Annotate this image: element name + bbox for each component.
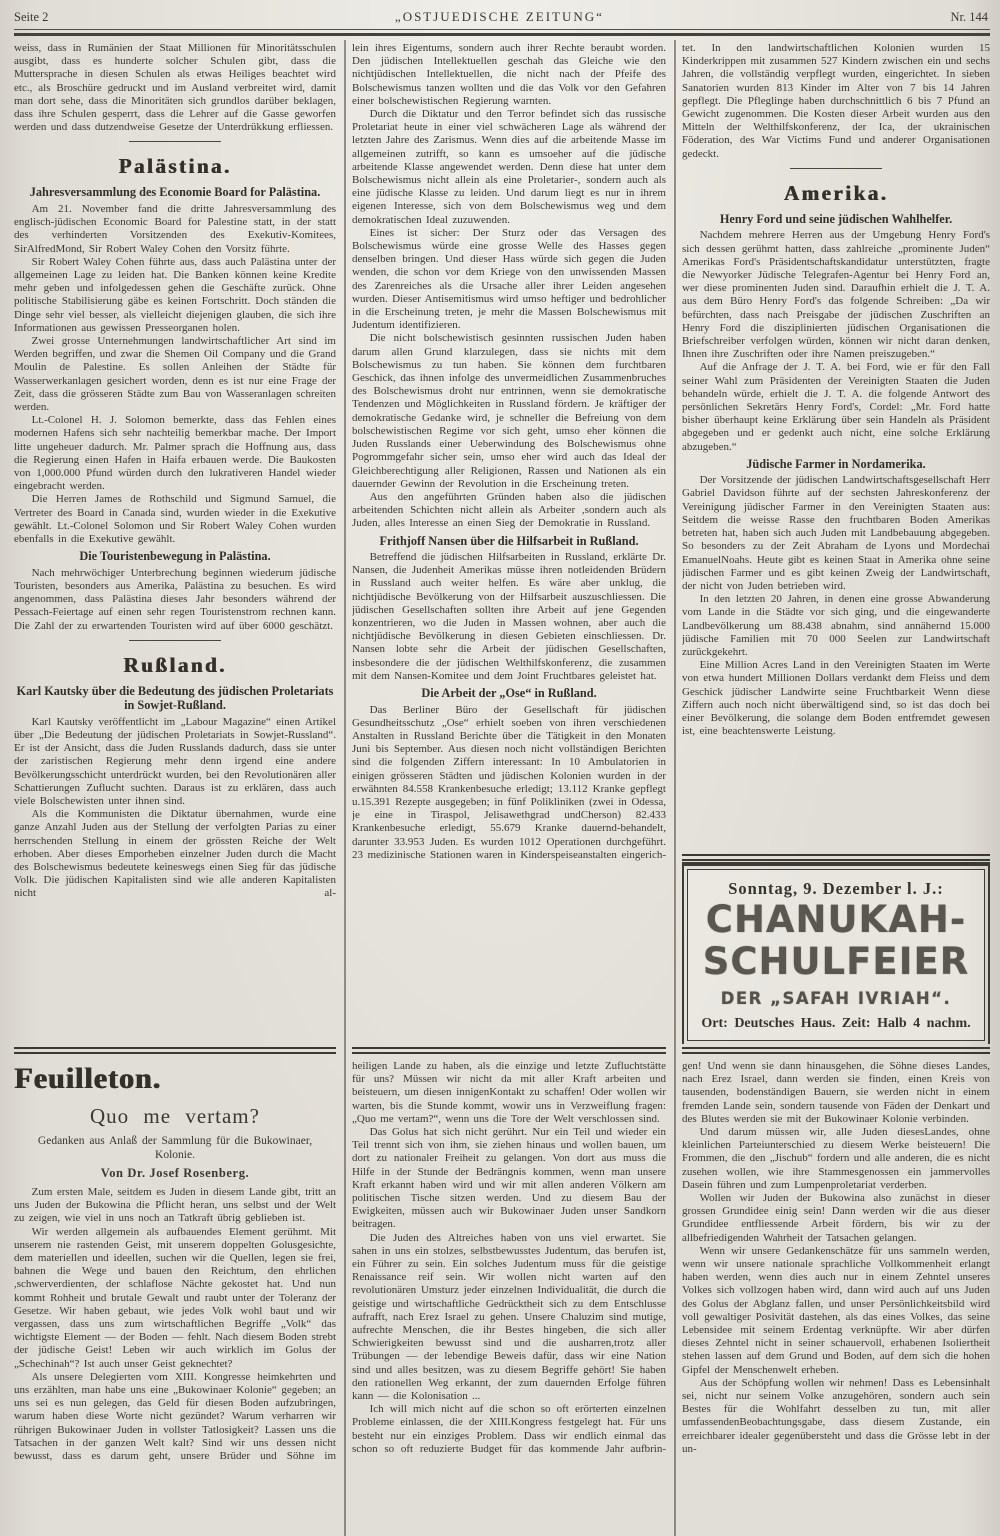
article-paragraph: Durch die Diktatur und den Terror befindet sich das russische Proletariat heute in einer viel schwächeren Lage als während der letzten Jahre des Zarismus. Wenn dies auf die arbeitende Masse im allgemeinen zutrifft, so kann es umsoeher auf die jüdische arbeitende Klasse angewendet werden. Denn diese hat unter dem Bolschewismus nicht allein als eine Proletarier-, sondern auch als eine jüdische Klasse zu leiden. Und darum liegt es nur in ihrem eigenen Interesse, sich von dem Bolschewismus weg und dem demokratischen Ideal zuzuwenden. xyxy=(352,108,666,226)
column-divider-left xyxy=(344,40,346,1536)
feuilleton-right xyxy=(682,1056,990,1536)
article-paragraph: Der Vorsitzende der jüdischen Landwirtschaftsgesellschaft Herr Gabriel Davidson führte auf der sechsten Jahreskonferenz der Vereinigung jüdischer Farmer in den Vereinigten Staaten aus: Seitdem die weisse Rasse den fruchtbaren Boden Amerikas betreten hat, haben sich auch Juden mit Landbebauung abgegeben. So besonders zu der Zeit Abraham de Lyons und Mordechai EmanuelNoahs. Heute gibt es keinen Staat in Amerika ohne seine jüdischen Farmer und es gibt keinen Zweig der Landwirtschaft, der nicht von Juden betrieben wird. xyxy=(682,474,990,592)
article-paragraph: weiss, dass in Rumänien der Staat Millionen für Minoritätsschulen ausgibt, dass es hunderte solcher Schulen gibt, dass die Muttersprache in diesen Schulen als etwas Heiliges beachtet wird etc., als Broschüre gedruckt und im Ausland verbreitet wird, damit man dort sehe, dass die Minoritäten sich grundlos darüber beklagen, dass ihre Schulen gesperrt, dass die Lehrer auf die Gasse geworfen werden und dass dutzendweise Gesetze der Unterdrükkung erfliessen. xyxy=(14,42,336,134)
column-right xyxy=(682,42,990,1536)
article-subheading: Frithjoff Nansen über die Hilfsarbeit in Rußland. xyxy=(379,533,639,548)
article-paragraph: Eines ist sicher: Der Sturz oder das Versagen des Bolschewismus würde eine grosse Welle des Hasses gegen denselben bringen. Und dieser Hass würde sich gegen die Juden wenden, die schon vor dem Kriege von den unwissenden Massen des Zarenreiches als die Ursache aller ihrer Leiden angesehen wurden. Dieser Antisemitismus wird umso heftiger und bedrohlicher in die Erscheinung treten, je mehr die Massen Bolschewismus mit Judentum identifizieren. xyxy=(352,226,666,332)
article-paragraph: Sir Robert Waley Cohen führte aus, dass auch Palästina unter der allgemeinen Lage zu leiden hat. Die Banken können keine Kredite mehr geben und infolgedessen gehen die Geschäfte zurück. Ohne politische Stabilisierung gäbe es keinen Fortschritt. Doch ständen die Dinge sehr viel besser, als vielleicht diejenigen glauben, die sich ihre Informationen aus gewissen Presseorganen holen. xyxy=(14,255,336,334)
column-left-top xyxy=(14,42,336,1044)
ad-subtitle: DER „SAFAH IVRIAH“. xyxy=(720,989,952,1008)
section-heading-amerika: Amerika. xyxy=(783,180,889,205)
ad-date-line: Sonntag, 9. Dezember l. J.: xyxy=(728,879,944,898)
article-paragraph: Nachdem mehrere Herren aus der Umgebung Henry Ford's sich dessen gerühmt hatten, dass zahlreiche „prominente Juden“ Amerikas Ford's Präsidentschaftskandidatur unterstützten, fragte die Newyorker Jüdische Telegrafen-Agentur bei Henry Ford an, wer diese prominenten Juden sind. Daraufhin erhielt die J. T. A. aus dem Büro Henry Ford's das folgende Schreiben: „Da wir befürchten, dass nach Preisgabe der jüdischen Zuschriften an Henry Ford die disziplinierten jüdischen Organisationen die Briefschreiber verfolgen würden, können wir nicht daran denken, Ihnen ihre Zuschriften oder ihre Namen preiszugeben.“ xyxy=(682,229,990,361)
article-paragraph: Die nicht bolschewistisch gesinnten russischen Juden haben darum allen Grund klarzulegen, dass sie nichts mit dem Bolschewismus zu tun haben. Sie können dem furchtbaren Geschick, das ihnen infolge des unvermeidlichen Zusammenbruches des Bolschewismus droht nur entrinnen, wenn sie demokratische Tendenzen und Möglichkeiten in Russland fördern. Je kräftiger der demokratische Gedanke wird, je schneller die Befreiung von dem bolschewistischen Regime vor sich geht, umso eher können die Juden Russlands einer Ueberwindung des Bolschewismus ohne Pogrommgefahr sicher sein, umso eher wird auch das Ideal der Gleichberechtigung aller Religionen, Rassen und Nationen als ein dauernder Gewinn der Revolution in die Erscheinung treten. xyxy=(352,332,666,490)
article-subheading: Henry Ford und seine jüdischen Wahlhelfer. xyxy=(719,211,953,226)
article-paragraph: Lt.-Colonel H. J. Solomon bemerkte, dass das Fehlen eines modernen Hafens sich sehr nachteilig bemerkbar mache. Der Import litte ungeheuer dadurch. Mr. Palmer sprach die Hoffnung aus, dass die Regierung einen Hafen in Haifa erbauen werde. Die Baukosten von 1,000.000 Pfund würden durch den lukrativeren Handel wieder eingebracht werden. xyxy=(14,414,336,493)
column-left xyxy=(14,42,336,1536)
article-paragraph: Als die Kommunisten die Diktatur übernahmen, wurde eine ganze Anzahl Juden aus der Stellung der verfolgten Parias zu einer herrschenden Stellung in einem der grössten Reiche der Welt erhoben. Aber dieses Emporheben einzelner Juden durch die Macht des Bolschewismus bedeutete keineswegs einen Sieg für das jüdische Volk. Die jüdischen Kapitalisten sind wie alle anderen Kapitalisten nicht al- xyxy=(14,808,336,900)
section-divider xyxy=(129,640,221,641)
article-paragraph: In den letzten 20 Jahren, in denen eine grosse Abwanderung vom Lande in die Städte vor sich ging, und die eingewanderte Landbevölkerung um 88.438 abnahm, sind annähernd 15.000 jüdische Familien mit 70 000 Seelen zur Landwirtschaft zurückgekehrt. xyxy=(682,593,990,658)
article-subheading: Die Arbeit der „Ose“ in Rußland. xyxy=(421,686,597,701)
ad-title-line1: CHANUKAH- xyxy=(705,898,967,941)
chanukah-advertisement xyxy=(687,869,985,1041)
section-divider xyxy=(790,168,882,169)
article-paragraph: Das Berliner Büro der Gesellschaft für jüdischen Gesundheitsschutz „Ose“ erhielt soeben von ihren verschiedenen Anstalten in Russland Berichte über die Tätigkeit in den Monaten Juni bis September. Aus diesen noch nicht vollständigen Berichten sind die folgenden Ziffern interessant: In 10 Ambulatorien in einigen grösseren Städten und jüdischen Kolonien wurden in der erwähnten 84.558 Krankenbesuche erledigt; 13.112 Kranke gepflegt u.15.391 Rezepte ausgegeben; in fünf Polikliniken (zwei in Odessa, je eine in Tiraspol, Jelisawethgrad undCherson) 82.433 Krankenbesuche erledigt, 55.679 Kranke dauernd-behandelt, darunter 33.953 Juden. Es wurden 1012 Operationen durchgeführt. 23 medizinische Stationen waren in Kinderspeiseanstalten eingerich- xyxy=(352,703,666,861)
ad-title-line2: SCHULFEIER xyxy=(702,940,970,983)
article-paragraph: Aus der Schöpfung wollen wir nehmen! Dass es Lebensinhalt sei, nicht nur seinem Volke anzugehören, sondern auch sein Bestes für die Wohlfahrt desselben zu tun, mit aller umfassendenBeobachtungsgabe, dass diesem Zustande, ein erreichbarer idealer gegenübersteht und dass die Grösse lebt in der un- xyxy=(682,1376,990,1455)
page-number: Seite 2 xyxy=(14,10,49,24)
article-paragraph: heiligen Lande zu haben, als die einzige und letzte Zufluchtstätte für uns? Müssen wir nicht da mit aller Kraft arbeiten und beisteuern, um diesen innigenKontakt zu schaffen! Oder wollen wir warten, bis die Stunde kommt, wowir uns in Verzweiflung fragen: „Quo me vertam?“, wenn uns die Tore der Welt verschlossen sind. xyxy=(352,1060,666,1125)
article-paragraph: Aus den angeführten Gründen haben also die jüdischen arbeitenden Schichten nicht allein als Arbeiter ,sondern auch als Juden, alles Interesse an einen Sieg der Demokratie in Russland. xyxy=(352,490,666,530)
feuilleton-byline: Von Dr. Josef Rosenberg. xyxy=(100,1166,250,1180)
section-heading-russland: Rußland. xyxy=(123,652,227,677)
column-center xyxy=(352,42,666,1536)
article-paragraph: gen! Und wenn sie dann hinausgehen, die Söhne dieses Landes, nach Erez Israel, dann werden sie finden, einen Kreis von tausenden, bodenständigen Bauern, sie werden nicht in einem fremden Lande sein, sondern tausende von Fäden der Denkart und des Blutes werden sie mit der Bukowinaer Kolonie verbinden. xyxy=(682,1060,990,1125)
article-paragraph: Wenn wir unsere Gedankenschätze für uns sammeln werden, wenn wir unsere nationale sprachliche Vollkommenheit erlangt haben werden, wenn dies auch nur in einem Zehntel unseres Volkes sich vollzogen haben wird, dann wird auch auf uns Juden des Golus der Abglanz fallen, und unser Persönlichkeitsbild wird voll gewaltiger Posivität dastehen, als das eines Volkes, das seine Lebensidee mit seinem Erdentag verknüpfte. Wir aber dürfen dieses Zehntel nicht in seiner schauervoll, erhabenen Isoliertheit stehen lassen auf dem Grund und Boden, auf dem sich die hohen Gipfel der Menschenwelt erheben. xyxy=(682,1244,990,1376)
column-center-top xyxy=(352,42,666,1044)
section-divider xyxy=(129,141,221,142)
masthead-title: „OSTJUEDISCHE ZEITUNG“ xyxy=(394,9,604,24)
ad-details-line: Ort: Deutsches Haus. Zeit: Halb 4 nachm. xyxy=(701,1016,971,1031)
issue-number: Nr. 144 xyxy=(950,10,988,24)
section-band-rule xyxy=(352,1047,666,1054)
article-paragraph: Betreffend die jüdischen Hilfsarbeiten in Russland, erklärte Dr. Nansen, die Judenheit Amerikas müsse ihren notleidenden Brüdern in Russland auch weiter helfen. Es wäre aber unklug, die nichtjüdische Bevölkerung von der Hilfsarbeit auszuschliessen. Die jüdischen Gesellschaften sollten ihre Arbeit auf jene Gegenden konzentrieren, wo die Juden in Massen wohnen, aber auch die nichtjüdische Bevölkerung in diesen Gebieten einschliessen. Dr. Nansen lobte sehr die Arbeit der jüdischen Gesellschaften, insbesondere die der jüdischen Welthilfskonferenz, die zusammen mit dem Nansen-Komitee und dem Joint Fruchtbares geleistet hat. xyxy=(352,551,666,682)
header-rule-thick xyxy=(14,33,990,36)
article-paragraph: Als unsere Delegierten vom XIII. Kongresse heimkehrten und uns erzählten, man habe uns eine „Bukowinaer Kolonie“ gegeben; an uns sei es nun gelegen, das Geld für diesen Boden aufzubringen, warum haben diese Worte nicht gezündet? Warum verharren wir rührigen Bukowinaer Juden in vollster Tatlosigkeit? Lassen uns die Tatsachen in der ganzen Welt kalt? Sind wir uns dessen nicht bewusst, dass es darum geht, unsere Brüder und Söhne im xyxy=(14,1370,336,1463)
column-right-top xyxy=(682,42,990,1044)
feuilleton-subtitle: Gedanken aus Anlaß der Sammlung für die Bukowinaer, Kolonie. xyxy=(37,1135,313,1161)
article-paragraph: Die Herren James de Rothschild und Sigmund Samuel, die Vertreter des Board in Canada sind, wurden wieder in die Exekutive gewählt. Lt.-Colonel Solomon und Sir Robert Waley Cohen wurden ebenfalls in die Exekutive gewählt. xyxy=(14,493,336,545)
article-paragraph: Zwei grosse Unternehmungen landwirtschaftlicher Art sind im Werden begriffen, und zwar die Shemen Oil Company und die Grand Moulin de Palestine. Es sollen Anleihen der Städte für Wasserwerkanlagen gesichert worden, denn es ist nur eine Frage der Zeit, dass die grösseren Städte zum Bau von Wasseranlagen schreiten werden. xyxy=(14,334,336,413)
advertisement-wrapper xyxy=(682,851,990,1044)
article-paragraph: Wir werden allgemein als aufbauendes Element gerühmt. Mit unserem nie rastenden Geist, mit unserem doppelten Golusgesichte, dem materiellen und ideellen, suchen wir die Quellen, legen sie frei, bahnen die Wege und bauen den Reichtum, den ehrlichen ,schwerverdienten, der schlaflose Nächte gekostet hat. Und nun kommt Rohheit und brutale Gewalt und raubt unter der Toleranz der Gesetze. Wir haben gebaut, wie jedes Volk wohl baut und wir vergassen, dass uns zum wirtschaftlichen Begriffe „Volk“ das wichtigste Element — der Boden — fehlt. Nach diesem Boden strebt der jüdische Geist! Leben wir auch wirklich im Golus der „Schechinah“? Ist auch unser Geist geknechtet? xyxy=(14,1225,336,1370)
article-paragraph: lein ihres Eigentums, sondern auch ihrer Rechte beraubt worden. Den jüdischen Intellektuellen geschah das Gleiche wie den nichtjüdischen Intellektuellen, die nicht nach der Pfeife des Bolschewismus tanzen wollten und die das Volk vor den Gefahren einer bolschewistischen Regierung warnten. xyxy=(352,42,666,107)
feuilleton-left xyxy=(14,1056,336,1536)
article-paragraph: Wollen wir Juden der Bukowina also zunächst in dieser grossen Grundidee einig sein! Dann werden wir die aus dieser Grundidee entfliessende Arbeit fördern, bis wir zu der allbefriedigenden Wahrheit der Tatsachen gelangen. xyxy=(682,1192,990,1244)
article-paragraph: Ich will mich nicht auf die schon so oft erörterten einzelnen Probleme einlassen, die der XIII.Kongress festgelegt hat. Für uns besteht nur ein einziges Problem. Dass wir endlich einmal das schon so oft reduzierte Budget für das kommende Jahr aufbrin- xyxy=(352,1403,666,1455)
article-paragraph: Zum ersten Male, seitdem es Juden in diesem Lande gibt, tritt an uns Juden der Bukowina die Pflicht heran, uns selbst und der Welt zu zeigen, wie viel in uns noch an Tatkraft übrig geblieben ist. xyxy=(14,1186,336,1225)
article-paragraph: Eine Million Acres Land in den Vereinigten Staaten im Werte von etwa hundert Millionen Dollars verdankt dem Fleiss und dem Geschick jüdischer Landwirte seine Fruchtbarkeit Wenn diese Ziffern auch noch nicht überwältigend sind, so ist das doch bei einer Bevölkerung, die solange dem Boden entfremdet gewesen ist, eine beachtenswerte Leistung. xyxy=(682,659,990,738)
column-divider-right xyxy=(674,40,676,1536)
article-paragraph: Und darum müssen wir, alle Juden diesesLandes, ohne kleinlichen Parteiunterschied zu diesem Werke beisteuern! Die Frommen, die den „Jischub“ fordern und alle anderen, die es nicht zusehen wollen, wie ihre Stammesgenossen ein jammervolles Dasein führen und zum Lumpenproletariat verderben. xyxy=(682,1126,990,1191)
article-subheading: Karl Kautsky über die Bedeutung des jüdischen Proletariats in Sowjet-Rußland. xyxy=(16,683,334,713)
article-paragraph: Am 21. November fand die dritte Jahresversammlung des englisch-jüdischen Economic Board for Palestine statt, in der statt des verhinderten Vorsitzenden des Exekutiv-Komitees, SirAlfredMond, Sir Robert Waley Cohen den Vorsitz führte. xyxy=(14,202,336,255)
article-paragraph: Nach mehrwöchiger Unterbrechung beginnen wiederum jüdische Touristen, besonders aus Amerika, Palästina zu besuchen. Es wird angenommen, dass Palästina dieses Jahr besonders während der Pessach-Feiertage auf einen sehr regen Touristenstrom rechnen kann. Die Zahl der zu erwartenden Touristen wird auf über 6000 geschätzt. xyxy=(14,566,336,632)
article-paragraph: Das Golus hat sich nicht gerührt. Nur ein Teil und wieder ein Teil trennt sich von ihm, sie ziehen hinaus und wollen bauen, um dort zu nationaler Freiheit zu gelangen. Von dort aus muss die Hilfe in der Stunde der Bedrängnis kommen, wenn man unsere Kraft erkannt haben wird und wir mit allen anderen Völkern am politischen Tische sitzen werden. Und zu diesem Bau der Ewigkeiten, müssen auch wir Bukowinaer Juden unser Sandkorn beitragen. xyxy=(352,1126,666,1231)
feuilleton-center xyxy=(352,1056,666,1536)
article-paragraph: Die Juden des Altreiches haben von uns viel erwartet. Sie sahen in uns ein stolzes, selbstbewusstes Judentum, das berufen ist, ein Führer zu sein. Ein solches Judentum muss für die geistige Renaissance reif sein. Wir wollen nicht warten auf den revolutionären Umsturz jeder einzelnen Individualität, die durch die geistige und wirtschaftliche Gedrücktheit sich zu dem Entschlusse aufrafft, nach Erez Israel zu gehen. Unsere Chaluzim sind mutige, aufrechte Menschen, die ihr Bestes hingeben, die sich aller Schwierigkeiten bewusst sind und die ausharren,trotz aller Trübungen — der lebendige Beweis dafür, dass wir eine Nation sind und alles besitzen, was zu diesem Begriffe gehört! Sie haben den rationellen Weg erkannt, der zum dauernden Erfolge führen kann — die Kolonisation ... xyxy=(352,1231,666,1403)
feuilleton-heading: Feuilleton. xyxy=(14,1062,161,1095)
section-band-rule xyxy=(682,1047,990,1054)
article-subheading: Jüdische Farmer in Nordamerika. xyxy=(746,456,926,471)
section-heading-palaestina: Palästina. xyxy=(118,154,232,179)
article-paragraph: Karl Kautsky veröffentlicht im „Labour Magazine“ einen Artikel über „Die Bedeutung der jüdischen Proletariats in Sowjet-Russland“. Er ist der Ansicht, dass die Juden Russlands dadurch, dass sie unter der zaristischen Regierung mehr denn irgend eine andere Bevölkerungsschicht unterdrückt wurden, bei den Revolutionären aller Schattierungen Zuflucht suchten. Daraus ist zu erklären, dass auch viele Bolschewisten unter ihnen sind. xyxy=(14,715,336,807)
article-subheading: Die Touristenbewegung in Palästina. xyxy=(79,549,271,564)
section-band-rule xyxy=(14,1047,336,1054)
feuilleton-title: Quo me vertam? xyxy=(90,1104,260,1128)
article-paragraph: Auf die Anfrage der J. T. A. bei Ford, wie er für den Fall seiner Wahl zum Präsidenten der Vereinigten Staaten die Juden behandeln würde, erhielt die J. T. A. die folgende Antwort des persönlichen Sekretärs Henry Ford's, Cordel: „Mr. Ford hatte bisher überhaupt keine Erklärung über sein Handeln als Präsident abgegeben und er gedenkt auch nicht, eine solche Erklärung abzugeben.“ xyxy=(682,361,990,453)
page-header xyxy=(14,9,988,25)
article-subheading: Jahresversammlung des Economie Board for Palästina. xyxy=(29,185,321,200)
header-rule-thin xyxy=(14,29,990,30)
article-paragraph: tet. In den landwirtschaftlichen Kolonien wurden 15 Kinderkrippen mit zusammen 527 Kindern zwischen ein und sechs Jahren, die vollständig verpflegt wurden, eingerichtet. In sieben Sanatorien wurden 813 Kinder im Alter von 7 bis 14 Jahren gepflegt. Die Pfleglinge haben durchschnittlich 6 bis 7 Pfund an Gewicht zugenommen. Die Kosten dieser Arbeit wurden aus den Mitteln der Welthilfskonferenz, der Ica, der ukrainischen Föderation, des War Victims Fund und anderer Organisationen gedeckt. xyxy=(682,42,990,160)
section-band-rule xyxy=(682,854,990,861)
